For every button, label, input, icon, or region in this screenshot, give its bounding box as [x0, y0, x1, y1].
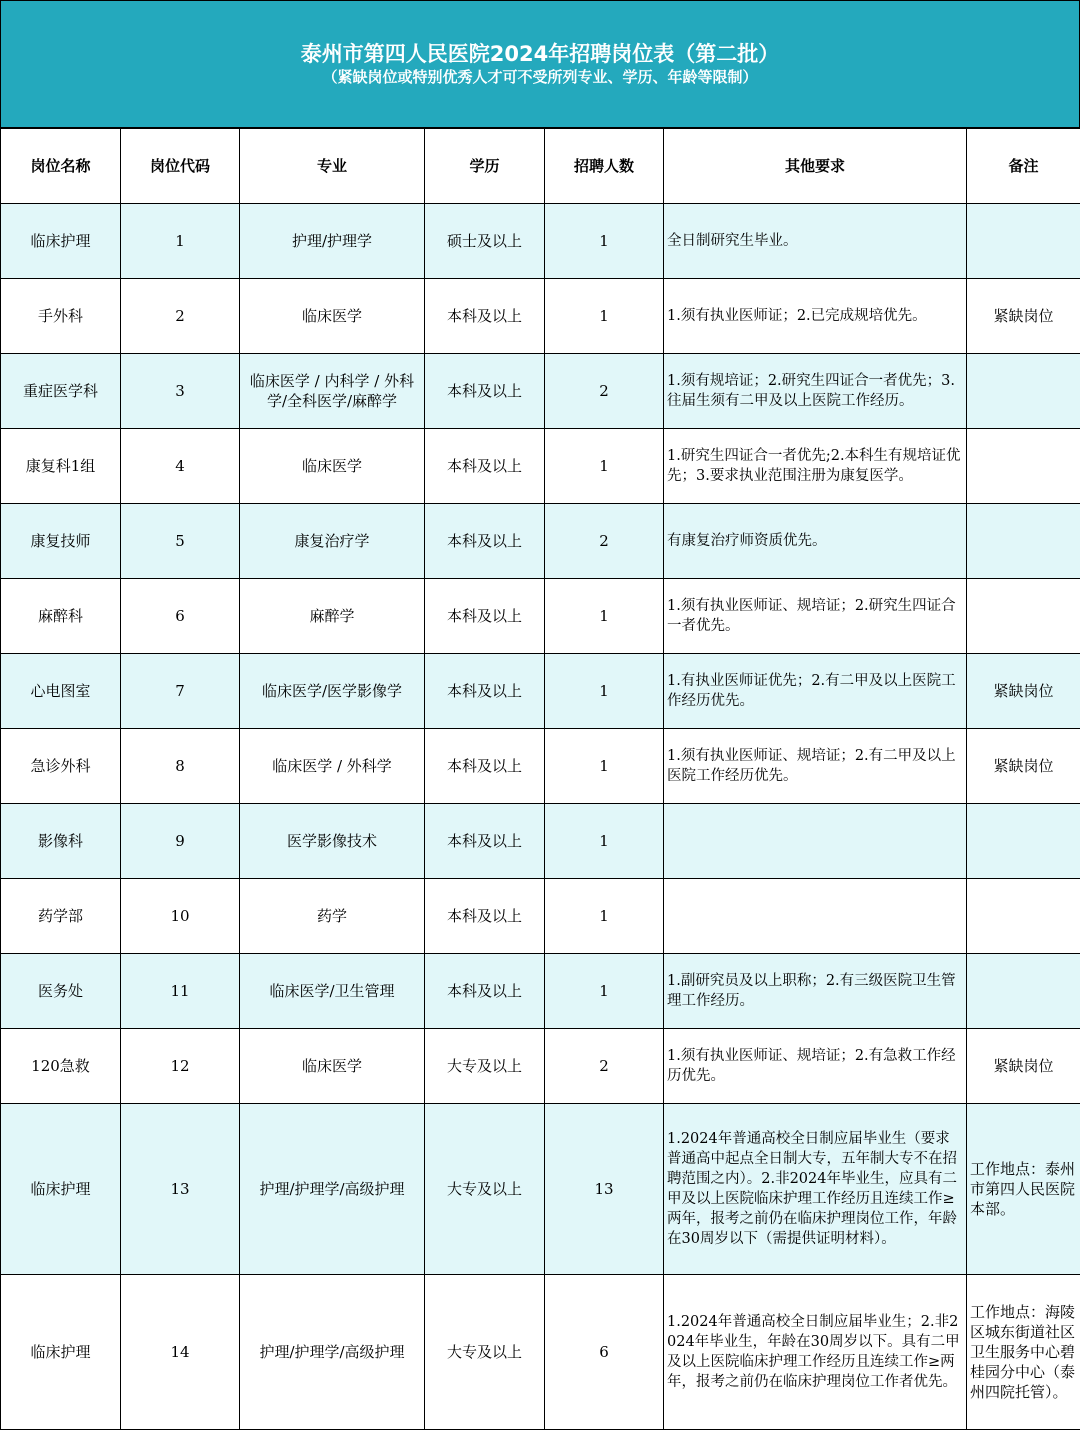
column-header-position-code: 岗位代码: [121, 129, 240, 204]
requirements-cell: 有康复治疗师资质优先。: [664, 504, 967, 579]
requirements-cell: 1.研究生四证合一者优先;2.本科生有规培证优先；3.要求执业范围注册为康复医学。: [664, 429, 967, 504]
education-cell: 大专及以上: [425, 1104, 545, 1275]
position-name-cell: 麻醉科: [1, 579, 121, 654]
major-cell: 临床医学: [240, 1029, 425, 1104]
position-code-cell: 3: [121, 354, 240, 429]
notes-cell: 紧缺岗位: [967, 654, 1080, 729]
position-code-cell: 1: [121, 204, 240, 279]
education-cell: 本科及以上: [425, 654, 545, 729]
column-header-position-name: 岗位名称: [1, 129, 121, 204]
requirements-cell: 1.须有执业医师证、规培证；2.研究生四证合一者优先。: [664, 579, 967, 654]
requirements-cell: 1.须有执业医师证；2.已完成规培优先。: [664, 279, 967, 354]
headcount-cell: 6: [545, 1275, 664, 1430]
position-name-cell: 临床护理: [1, 1104, 121, 1275]
notes-cell: [967, 579, 1080, 654]
position-code-cell: 7: [121, 654, 240, 729]
notes-cell: [967, 204, 1080, 279]
headcount-cell: 1: [545, 729, 664, 804]
position-name-cell: 临床护理: [1, 1275, 121, 1430]
education-cell: 本科及以上: [425, 804, 545, 879]
position-code-cell: 5: [121, 504, 240, 579]
major-cell: 麻醉学: [240, 579, 425, 654]
position-name-cell: 康复技师: [1, 504, 121, 579]
column-header-notes: 备注: [967, 129, 1080, 204]
position-name-cell: 重症医学科: [1, 354, 121, 429]
page-title: 泰州市第四人民医院2024年招聘岗位表（第二批）: [300, 42, 780, 66]
notes-cell: [967, 429, 1080, 504]
table-row: [1, 654, 1080, 729]
table-row: [1, 204, 1080, 279]
table-header-row: [1, 129, 1080, 204]
headcount-cell: 1: [545, 579, 664, 654]
notes-cell: [967, 954, 1080, 1029]
position-name-cell: 手外科: [1, 279, 121, 354]
major-cell: 护理/护理学/高级护理: [240, 1275, 425, 1430]
requirements-cell: [664, 804, 967, 879]
major-cell: 临床医学 / 外科学: [240, 729, 425, 804]
headcount-cell: 1: [545, 804, 664, 879]
education-cell: 本科及以上: [425, 354, 545, 429]
headcount-cell: 1: [545, 204, 664, 279]
headcount-cell: 2: [545, 354, 664, 429]
headcount-cell: 2: [545, 504, 664, 579]
requirements-cell: 1.2024年普通高校全日制应届毕业生（要求普通高中起点全日制大专，五年制大专不在招聘范围之内）。2.非2024年毕业生，应具有二甲及以上医院临床护理工作经历且连续工作≥两年，报考之前仍在临床护理岗位工作，年龄在30周岁以下（需提供证明材料）。: [664, 1104, 967, 1275]
position-code-cell: 10: [121, 879, 240, 954]
education-cell: 硕士及以上: [425, 204, 545, 279]
major-cell: 临床医学: [240, 279, 425, 354]
recruitment-table: [0, 128, 1080, 1430]
major-cell: 康复治疗学: [240, 504, 425, 579]
requirements-cell: 1.须有执业医师证、规培证；2.有二甲及以上医院工作经历优先。: [664, 729, 967, 804]
notes-cell: [967, 354, 1080, 429]
position-code-cell: 2: [121, 279, 240, 354]
position-name-cell: 120急救: [1, 1029, 121, 1104]
position-code-cell: 12: [121, 1029, 240, 1104]
major-cell: 临床医学 / 内科学 / 外科学/全科医学/麻醉学: [240, 354, 425, 429]
education-cell: 本科及以上: [425, 879, 545, 954]
headcount-cell: 1: [545, 654, 664, 729]
education-cell: 本科及以上: [425, 279, 545, 354]
notes-cell: [967, 879, 1080, 954]
major-cell: 临床医学: [240, 429, 425, 504]
notes-cell: 工作地点：海陵区城东街道社区卫生服务中心碧桂园分中心（泰州四院托管）。: [967, 1275, 1080, 1430]
position-name-cell: 医务处: [1, 954, 121, 1029]
notes-cell: 紧缺岗位: [967, 729, 1080, 804]
education-cell: 本科及以上: [425, 954, 545, 1029]
position-code-cell: 6: [121, 579, 240, 654]
headcount-cell: 13: [545, 1104, 664, 1275]
table-row: [1, 1275, 1080, 1430]
position-name-cell: 药学部: [1, 879, 121, 954]
position-code-cell: 8: [121, 729, 240, 804]
major-cell: 临床医学/卫生管理: [240, 954, 425, 1029]
major-cell: 护理/护理学/高级护理: [240, 1104, 425, 1275]
position-name-cell: 心电图室: [1, 654, 121, 729]
table-row: [1, 279, 1080, 354]
notes-cell: [967, 504, 1080, 579]
table-row: [1, 729, 1080, 804]
position-name-cell: 康复科1组: [1, 429, 121, 504]
notes-cell: 紧缺岗位: [967, 1029, 1080, 1104]
requirements-cell: 1.有执业医师证优先；2.有二甲及以上医院工作经历优先。: [664, 654, 967, 729]
requirements-cell: [664, 879, 967, 954]
position-code-cell: 14: [121, 1275, 240, 1430]
major-cell: 医学影像技术: [240, 804, 425, 879]
position-code-cell: 4: [121, 429, 240, 504]
column-header-education: 学历: [425, 129, 545, 204]
requirements-cell: 1.须有规培证；2.研究生四证合一者优先；3.往届生须有二甲及以上医院工作经历。: [664, 354, 967, 429]
notes-cell: 紧缺岗位: [967, 279, 1080, 354]
headcount-cell: 1: [545, 954, 664, 1029]
table-row: [1, 1104, 1080, 1275]
education-cell: 本科及以上: [425, 504, 545, 579]
requirements-cell: 全日制研究生毕业。: [664, 204, 967, 279]
major-cell: 护理/护理学: [240, 204, 425, 279]
education-cell: 本科及以上: [425, 429, 545, 504]
table-row: [1, 429, 1080, 504]
column-header-major: 专业: [240, 129, 425, 204]
headcount-cell: 2: [545, 1029, 664, 1104]
position-name-cell: 急诊外科: [1, 729, 121, 804]
education-cell: 本科及以上: [425, 579, 545, 654]
headcount-cell: 1: [545, 279, 664, 354]
notes-cell: 工作地点：泰州市第四人民医院本部。: [967, 1104, 1080, 1275]
table-row: [1, 579, 1080, 654]
major-cell: 临床医学/医学影像学: [240, 654, 425, 729]
notes-cell: [967, 804, 1080, 879]
column-header-requirements: 其他要求: [664, 129, 967, 204]
requirements-cell: 1.须有执业医师证、规培证；2.有急救工作经历优先。: [664, 1029, 967, 1104]
table-row: [1, 354, 1080, 429]
position-code-cell: 13: [121, 1104, 240, 1275]
position-name-cell: 临床护理: [1, 204, 121, 279]
education-cell: 大专及以上: [425, 1275, 545, 1430]
table-row: [1, 1029, 1080, 1104]
position-name-cell: 影像科: [1, 804, 121, 879]
table-header-banner: [0, 0, 1080, 128]
position-code-cell: 9: [121, 804, 240, 879]
page-subtitle: （紧缺岗位或特别优秀人才可不受所列专业、学历、年龄等限制）: [322, 68, 758, 86]
headcount-cell: 1: [545, 429, 664, 504]
headcount-cell: 1: [545, 879, 664, 954]
education-cell: 大专及以上: [425, 1029, 545, 1104]
position-code-cell: 11: [121, 954, 240, 1029]
requirements-cell: 1.副研究员及以上职称；2.有三级医院卫生管理工作经历。: [664, 954, 967, 1029]
column-header-headcount: 招聘人数: [545, 129, 664, 204]
table-row: [1, 954, 1080, 1029]
table-row: [1, 504, 1080, 579]
requirements-cell: 1.2024年普通高校全日制应届毕业生；2.非2024年毕业生，年龄在30周岁以下。具有二甲及以上医院临床护理工作经历且连续工作≥两年，报考之前仍在临床护理岗位工作者优先。: [664, 1275, 967, 1430]
table-row: [1, 804, 1080, 879]
table-row: [1, 879, 1080, 954]
major-cell: 药学: [240, 879, 425, 954]
education-cell: 本科及以上: [425, 729, 545, 804]
